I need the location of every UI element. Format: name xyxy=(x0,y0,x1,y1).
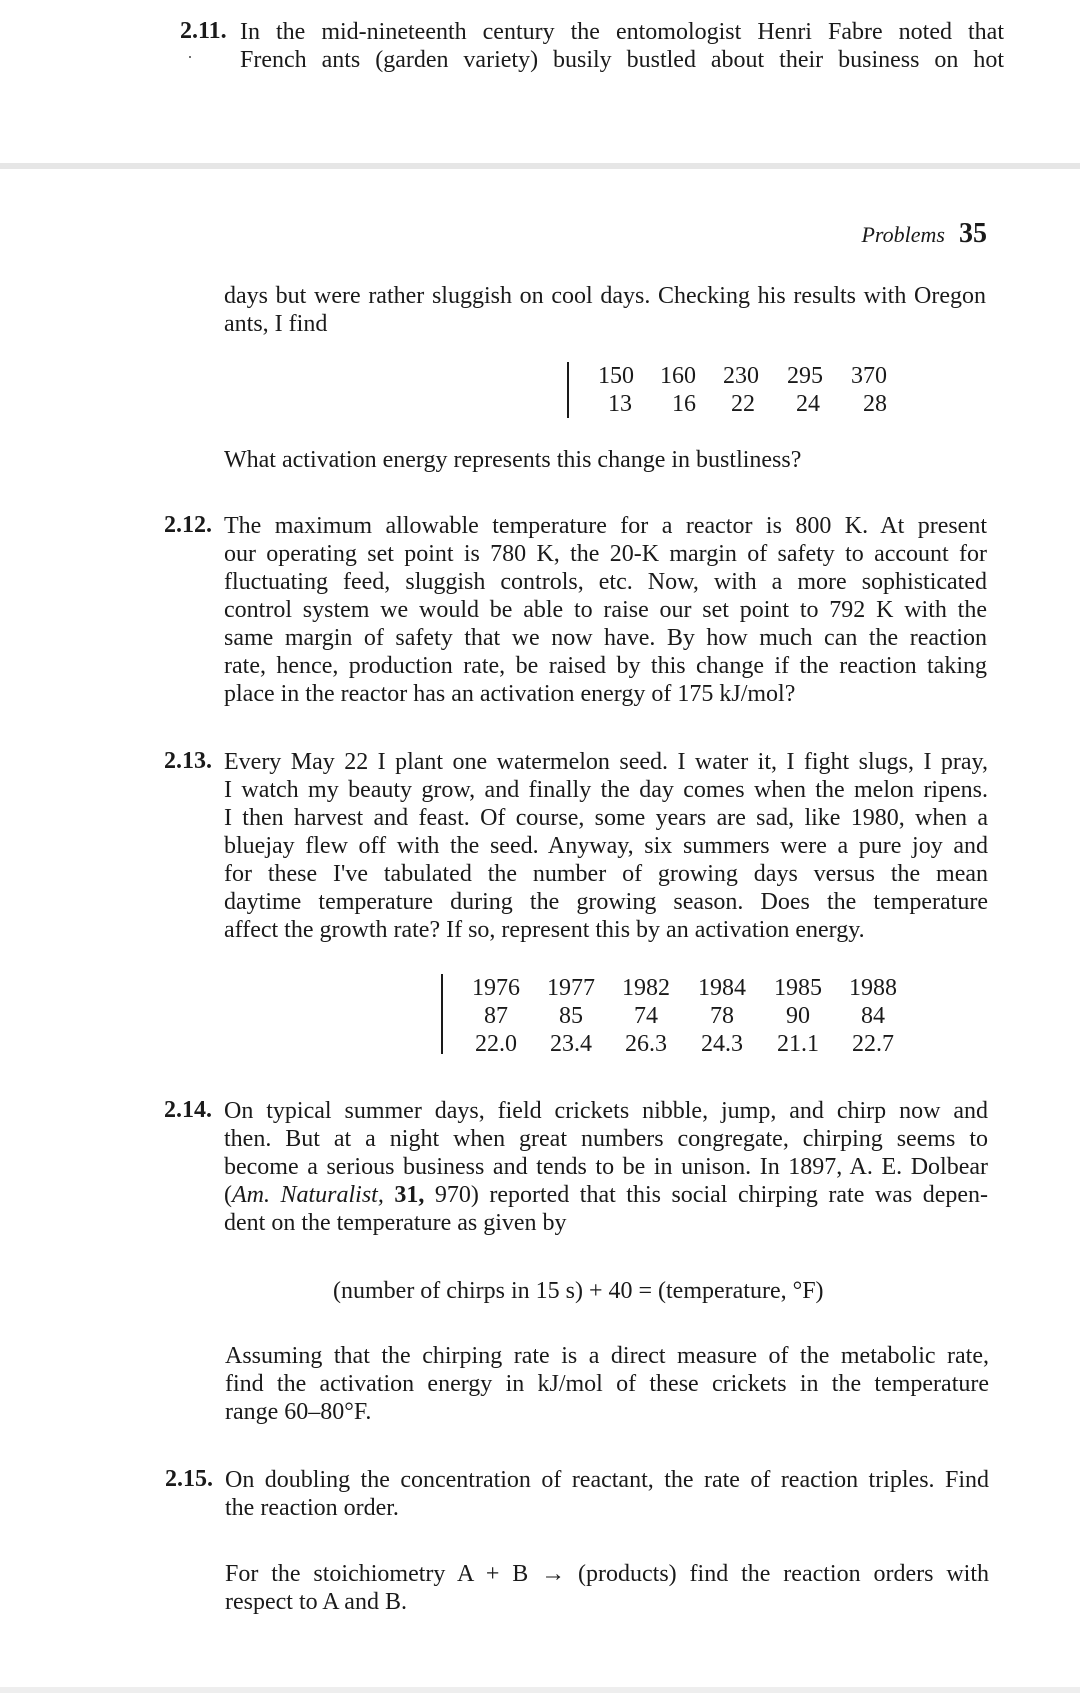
problem-2-15-text: On doubling the concentration of reactant, the rate of reaction triples. Find the reaction order. xyxy=(225,1467,989,1521)
page-number: 35 xyxy=(959,218,987,249)
problem-2-15-stoichiometry: For the stoichiometry A + B → (products) find the reaction orders with respect to A and B. xyxy=(225,1561,989,1615)
problem-number-2-12: 2.12. xyxy=(164,512,212,538)
header-label: Problems xyxy=(861,222,945,247)
dolbear-equation: (number of chirps in 15 s) + 40 = (temperature, °F) xyxy=(333,1278,824,1304)
table-divider xyxy=(567,362,569,418)
problem-2-11-continuation: days but were rather sluggish on cool days. Checking his results with Oregon ants, I find xyxy=(224,283,986,337)
stray-dot xyxy=(189,56,191,58)
table-divider xyxy=(441,974,443,1054)
days-cell: 84 xyxy=(861,1003,885,1029)
problem-2-11-question: What activation energy represents this change in bustliness? xyxy=(224,447,802,473)
temp-cell: 21.1 xyxy=(777,1031,819,1057)
speed-cell: 160 xyxy=(660,363,696,389)
year-cell: 1977 xyxy=(547,975,595,1001)
problem-number-2-13: 2.13. xyxy=(164,748,212,774)
temp-cell: 23.4 xyxy=(550,1031,592,1057)
journal-name: Am. Naturalist, xyxy=(232,1182,384,1208)
journal-volume: 31, xyxy=(394,1182,425,1208)
year-cell: 1985 xyxy=(774,975,822,1001)
days-cell: 78 xyxy=(710,1003,734,1029)
speed-cell: 150 xyxy=(598,363,634,389)
problem-2-11-intro: In the mid-nineteenth century the entomologist Henri Fabre noted that French ants (garden variety) busily bustled about their business on hot xyxy=(240,19,1004,73)
problem-2-13-text: Every May 22 I plant one watermelon seed. I water it, I fight slugs, I pray, I watch my beauty grow, and finally the day comes when the melon ripens. I then harvest and feast. Of course, some years are sad, like 1980, when a bluejay flew off with the seed. Anyway, six summers were a pure joy and for these I've tabulated the number of growing days versus the mean daytime temperature during the growing season. Does the temperature affect the growth rate? If so, represent this by an activation energy. xyxy=(224,749,988,943)
temp-cell: 22 xyxy=(731,391,755,417)
problem-2-12-text: The maximum allowable temperature for a reactor is 800 K. At present our operating set point is 780 K, the 20-K margin of safety to account for fluctuating feed, sluggish controls, etc. Now, with a more sophisticated control system we would be able to raise our set point to 792 K with the same margin of safety that we now have. By how much can the reaction rate, hence, production rate, be raised by this change if the reaction taking place in the reactor has an activation energy of 175 kJ/mol? xyxy=(224,513,987,707)
page-break xyxy=(0,163,1080,169)
temp-cell: 16 xyxy=(672,391,696,417)
days-cell: 87 xyxy=(484,1003,508,1029)
temp-cell: 24.3 xyxy=(701,1031,743,1057)
problem-number-2-11: 2.11. xyxy=(180,18,227,44)
speed-cell: 295 xyxy=(787,363,823,389)
year-cell: 1976 xyxy=(472,975,520,1001)
year-cell: 1984 xyxy=(698,975,746,1001)
temp-cell: 28 xyxy=(863,391,887,417)
year-cell: 1988 xyxy=(849,975,897,1001)
temp-cell: 24 xyxy=(796,391,820,417)
temp-cell: 13 xyxy=(608,391,632,417)
temp-cell: 22.7 xyxy=(852,1031,894,1057)
temp-cell: 22.0 xyxy=(475,1031,517,1057)
problem-2-14-text: On typical summer days, field crickets nibble, jump, and chirp now and then. But at a night when great numbers congregate, chirping seems to become a serious business and tends to be in unison. In 1897, A. E. Dolbear (Am. Naturalist, 31, 970) reported that this social chirping rate was depen- dent on the temperature as given by xyxy=(224,1098,988,1236)
page-header xyxy=(861,218,987,250)
days-cell: 85 xyxy=(559,1003,583,1029)
days-cell: 74 xyxy=(634,1003,658,1029)
days-cell: 90 xyxy=(786,1003,810,1029)
temp-cell: 26.3 xyxy=(625,1031,667,1057)
page-bottom-edge xyxy=(0,1687,1080,1693)
problem-number-2-14: 2.14. xyxy=(164,1097,212,1123)
problem-2-14-question: Assuming that the chirping rate is a direct measure of the metabolic rate, find the activation energy in kJ/mol of these crickets in the temperature range 60–80°F. xyxy=(225,1343,989,1425)
speed-cell: 230 xyxy=(723,363,759,389)
speed-cell: 370 xyxy=(851,363,887,389)
problem-number-2-15: 2.15. xyxy=(165,1466,213,1492)
year-cell: 1982 xyxy=(622,975,670,1001)
